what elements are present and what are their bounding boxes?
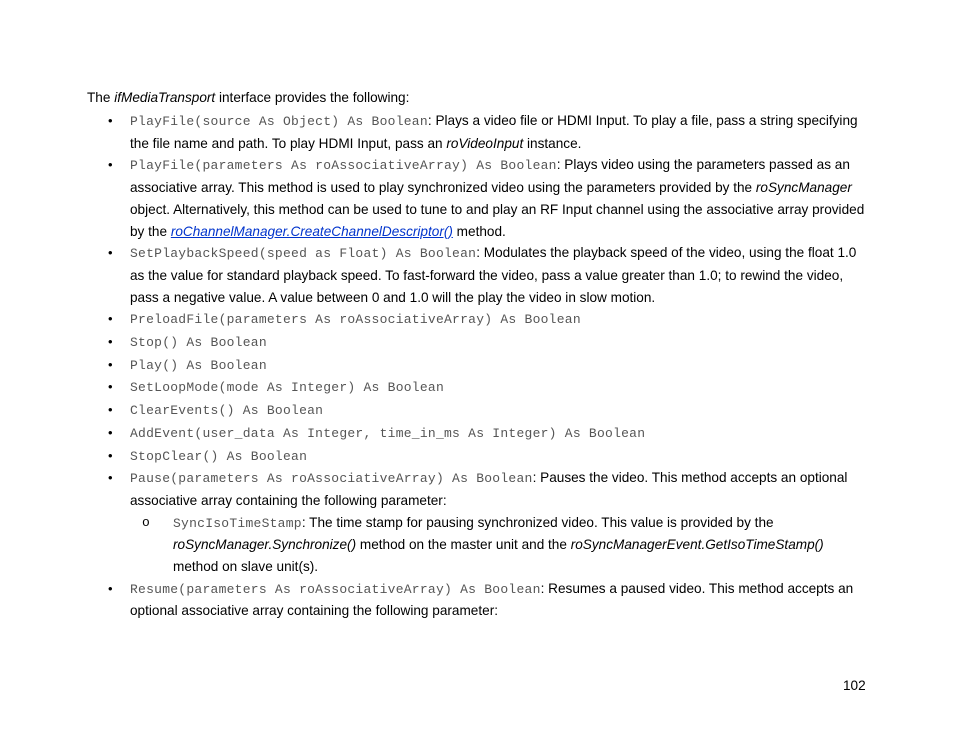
- method-signature: PreloadFile(parameters As roAssociativeArray) As Boolean: [130, 312, 581, 328]
- list-item-play: [0, 354, 866, 377]
- list-item-setplaybackspeed: • SetPlaybackSpeed(speed as Float) As Boolean: Modulates the playback speed of the video, using the float 1.0 as the value for standard playback speed. To fast-forward the video, pass a value greater than 1.0; to rewind the video, pass a negative value. A value between 0 and 1.0 will the play the video in slow motion.: [0, 242, 866, 308]
- bullet-icon: •: [108, 113, 113, 128]
- method-signature: PlayFile(parameters As roAssociativeArray) As Boolean: [130, 158, 557, 174]
- bullet-icon: •: [108, 402, 113, 418]
- intro-paragraph: The ifMediaTransport interface provides the following:: [87, 90, 410, 105]
- method-signature: Resume(parameters As roAssociativeArray) As Boolean: [130, 581, 541, 597]
- method-signature: Stop() As Boolean: [130, 335, 267, 351]
- list-item-pause: • Pause(parameters As roAssociativeArray) As Boolean: Pauses the video. This method accepts an optional associative array containing the following parameter:: [0, 467, 866, 511]
- page-number: 102: [843, 678, 866, 693]
- parameter-name: SyncIsoTimeStamp: [173, 515, 302, 531]
- list-item-playfile-source: • PlayFile(source As Object) As Boolean: Plays a video file or HDMI Input. To play a file, pass a string specifying the file name and path. To play HDMI Input, pass an roVideoInput instance.: [0, 110, 866, 154]
- method-signature: SetPlaybackSpeed(speed as Float) As Boolean: [130, 246, 477, 262]
- list-item-clearevents: [0, 399, 866, 422]
- list-item-addevent: [0, 422, 866, 445]
- list-item-stop: [0, 331, 866, 354]
- bullet-icon: •: [108, 447, 113, 463]
- bullet-icon: •: [108, 356, 113, 372]
- list-item-playfile-parameters: • PlayFile(parameters As roAssociativeArray) As Boolean: Plays video using the parameters passed as an associative array. This method is used to play synchronized video using the parameters provided by the roSyncManager object. Alternatively, this method can be used to tune to and play an RF Input channel using the associative array provided by the roChannelManager.CreateChannelDescriptor() method.: [0, 154, 866, 242]
- bullet-icon: •: [108, 470, 113, 486]
- bullet-icon: •: [108, 157, 113, 173]
- method-signature: StopClear() As Boolean: [130, 448, 308, 464]
- bullet-icon: •: [108, 424, 113, 440]
- sub-bullet-icon: o: [142, 514, 150, 530]
- bullet-icon: •: [108, 311, 113, 327]
- method-signature: SetLoopMode(mode As Integer) As Boolean: [130, 380, 444, 396]
- method-signature: PlayFile(source As Object) As Boolean: [130, 114, 428, 129]
- channel-descriptor-link[interactable]: roChannelManager.CreateChannelDescriptor(): [170, 223, 453, 239]
- bullet-icon: •: [108, 334, 113, 350]
- method-signature: ClearEvents() As Boolean: [130, 403, 324, 419]
- method-signature: Play() As Boolean: [130, 357, 267, 373]
- list-item-stopclear: [0, 445, 866, 468]
- interface-name: ifMediaTransport: [114, 90, 216, 105]
- method-signature: AddEvent(user_data As Integer, time_in_ms As Integer) As Boolean: [130, 425, 646, 441]
- bullet-icon: •: [108, 379, 113, 395]
- method-signature: Pause(parameters As roAssociativeArray) As Boolean: [130, 471, 533, 487]
- sub-item-synciso-timestamp: o SyncIsoTimeStamp: The time stamp for pausing synchronized video. This value is provided by the roSyncManager.Synchronize() method on the master unit and the roSyncManagerEvent.GetIsoTimeStamp() method on slave unit(s).: [0, 512, 866, 578]
- list-item-resume: • Resume(parameters As roAssociativeArray) As Boolean: Resumes a paused video. This method accepts an optional associative array containing the following parameter:: [0, 578, 866, 622]
- bullet-icon: •: [108, 245, 113, 261]
- list-item-setloopmode: [0, 376, 866, 399]
- list-item-preloadfile: [0, 308, 866, 331]
- bullet-icon: •: [108, 580, 113, 596]
- method-list: [0, 110, 954, 622]
